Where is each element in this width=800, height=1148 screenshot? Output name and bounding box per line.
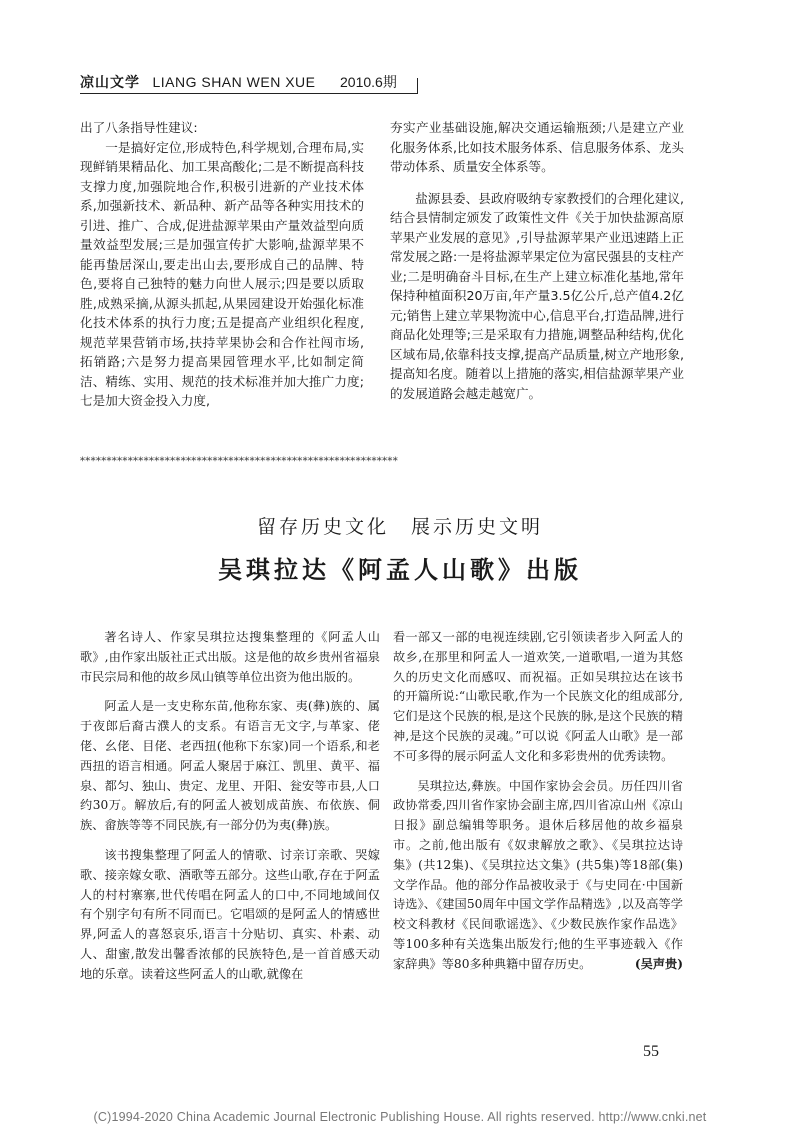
paragraph: 该书搜集整理了阿孟人的情歌、讨亲订亲歌、哭嫁歌、接亲嫁女歌、酒歌等五部分。这些山歌,存在于阿孟人的村村寨寨,世代传唱在阿孟人的口中,不同地域间仅有个别字句有所不同而已。它唱颂的是阿孟人的情感世界,阿孟人的喜怒哀乐,语言十分贴切、真实、朴素、动人、甜蜜,散发出馨香浓郁的民族特色,是一首首感天动地的乐章。读着这些阿孟人的山歌,就像在	[80, 847, 380, 981]
paragraph: 看一部又一部的电视连续剧,它引领读者步入阿孟人的故乡,在那里和阿孟人一道欢笑,一道歌唱,一道为其悠久的历史文化而感叹、而祝福。正如吴琪拉达在该书的开篇所说:“山歌民歌,作为一个民族文化的组成部分,它们是这个民族的根,是这个民族的脉,是这个民族的精神,是这个民族的灵魂。”可以说《阿孟人山歌》是一部不可多得的展示阿孟人文化和多彩贵州的优秀读物。	[393, 630, 683, 763]
paragraph: 一是搞好定位,形成特色,科学规划,合理布局,实现鲜销果精品化、加工果高酸化;二是不断提高科技支撑力度,加强院地合作,积极引进新的产业技术体系,加强新技术、新品种、新产品等各种实用技术的引进、推广、合成,促进盐源苹果由产量效益型向质量效益型发展;三是加强宣传扩大影响,盐源苹果不能再蛰居深山,要走出山去,要形成自己的品牌、特色,要将自己独特的魅力向世人展示;四是要以质取胜,成熟采摘,从源头抓起,从果园建设开始强化标准化技术体系的执行力度;五是提高产业组织化程度,规范苹果营销市场,扶持苹果协会和合作社闯市场,拓销路;六是努力提高果园管理水平,比如制定简洁、精练、实用、规范的技术标准并加大推广力度;七是加大资金投入力度,	[80, 139, 364, 408]
top-left-column	[80, 118, 364, 411]
paragraph: 著名诗人、作家吴琪拉达搜集整理的《阿孟人山歌》,由作家出版社正式出版。这是他的故乡贵州省福泉市民宗局和他的故乡凤山镇等单位出资为他出版的。	[80, 630, 380, 684]
top-right-column	[390, 118, 684, 403]
journal-name-en: LIANG SHAN WEN XUE	[152, 74, 316, 90]
header-rule	[80, 93, 417, 94]
running-header	[80, 72, 420, 92]
article-subtitle: 留存历史文化 展示历史文明	[256, 516, 543, 538]
article-right-column	[393, 628, 683, 975]
section-separator: ************************************************************	[80, 456, 398, 467]
paragraph: 盐源县委、县政府吸纳专家教授们的合理化建议,结合县情制定颁发了政策性文件《关于加快盐源高原苹果产业发展的意见》,引导盐源苹果产业迅速踏上正常发展之路:一是将盐源苹果定位为富民强县的支柱产业;二是明确奋斗目标,在生产上建立标准化基地,常年保持种植面积20万亩,年产量3.5亿公斤,总产值4.2亿元;销售上建立苹果物流中心,信息平台,打造品牌,进行商品化处理等;三是采取有力措施,调整品种结构,优化区域布局,依靠科技支撑,提高产品质量,树立产地形象,提高知名度。随着以上措施的落实,相信盐源苹果产业的发展道路会越走越宽广。	[390, 190, 684, 401]
copyright-footer: (C)1994-2020 China Academic Journal Electronic Publishing House. All rights reserved. http://www.cnki.net	[93, 1110, 707, 1124]
article-author: (吴声贵)	[634, 956, 683, 971]
journal-name: 凉山文学	[80, 75, 140, 91]
issue-label: 2010.6期	[340, 74, 397, 90]
paragraph: 阿孟人是一支史称东苗,他称东家、夷(彝)族的、属于夜郎后裔古濮人的支系。有语言无文字,与革家、佬佬、幺佬、目佬、老西扭(他称下东家)同一个语系,和老西扭的语言相通。阿孟人聚居于麻江、凯里、黄平、福泉、都匀、独山、贵定、龙里、开阳、瓮安等市县,人口约30万。解放后,有的阿孟人被划成苗族、布依族、侗族、畲族等等不同民族,有一部分仍为夷(彝)族。	[80, 699, 380, 833]
article-title: 吴琪拉达《阿孟人山歌》出版	[218, 556, 582, 584]
paragraph: 夯实产业基础设施,解决交通运输瓶颈;八是建立产业化服务体系,比如技术服务体系、信息服务体系、龙头带动体系、质量安全体系等。	[390, 120, 684, 174]
page-number: 55	[643, 1043, 659, 1060]
article-left-column	[80, 628, 380, 985]
header-rule-tick	[417, 78, 418, 94]
paragraph: 出了八条指导性建议:	[80, 120, 198, 135]
paragraph: 吴琪拉达,彝族。中国作家协会会员。历任四川省政协常委,四川省作家协会副主席,四川省凉山州《凉山日报》副总编辑等职务。退休后移居他的故乡福泉市。之前,他出版有《奴隶解放之歌》、《吴琪拉达诗集》(共12集)、《吴琪拉达文集》(共5集)等18部(集)文学作品。他的部分作品被收录于《与史同在·中国新诗选》、《建国50周年中国文学作品精选》,以及高等学校文科教材《民间歌谣选》、《少数民族作家作品选》等100多种有关选集出版发行;他的生平事迹载入《作家辞典》等80多种典籍中留存历史。	[393, 778, 683, 971]
